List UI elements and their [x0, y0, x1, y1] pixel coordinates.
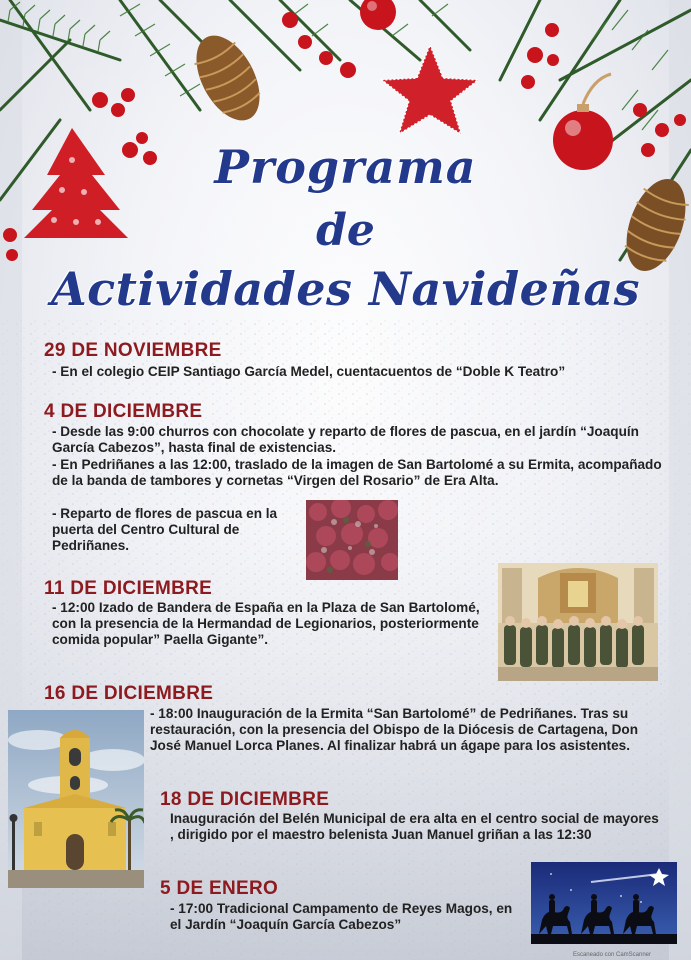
reyes-magos-image	[531, 862, 677, 944]
event-item: - 12:00 Izado de Bandera de España en la Plaza de San Bartolomé, con la presencia de la Hermandad de Legionarios, posteriormente comida popular” Paella Gigante”.	[52, 600, 480, 647]
date-heading: 16 DE DICIEMBRE	[44, 683, 214, 704]
scanner-credit: Escaneado con CamScanner	[572, 952, 651, 958]
date-heading: 11 DE DICIEMBRE	[44, 578, 213, 599]
red-star-ornament	[382, 45, 478, 134]
event-item: Inauguración del Belén Municipal de era alta en el centro social de mayores , dirigido por el maestro belenista Juan Manuel griñan a las 12:30	[170, 811, 659, 842]
date-heading: 5 DE ENERO	[160, 878, 279, 899]
title-actividades: Actividades Navideñas	[50, 262, 641, 316]
event-item: - Reparto de flores de pascua en la puerta del Centro Cultural de Pedriñanes.	[52, 506, 278, 553]
title-programa: Programa	[214, 140, 477, 194]
legionarios-photo	[498, 563, 658, 681]
event-item: - En Pedriñanes a las 12:00, traslado de la imagen de San Bartolomé a su Ermita, acompañado de la banda de tambores y cornetas “Virgen del Rosario” de Era Alta.	[52, 457, 662, 488]
event-item: - 18:00 Inauguración de la Ermita “San Bartolomé” de Pedriñanes. Tras su restauración, con la presencia del Obispo de la Diócesis de Cartagena, Don José Manuel Lorca Planes. Al finalizar habrá un ágape para los asistentes.	[150, 706, 639, 753]
poinsettia-photo	[306, 500, 398, 580]
event-item: - 17:00 Tradicional Campamento de Reyes Magos, en el Jardín “Joaquín García Cabezos”	[170, 901, 513, 932]
date-heading: 29 DE NOVIEMBRE	[44, 340, 222, 361]
event-item: - En el colegio CEIP Santiago García Medel, cuentacuentos de “Doble K Teatro”	[52, 364, 566, 379]
date-heading: 4 DE DICIEMBRE	[44, 401, 203, 422]
event-item: - Desde las 9:00 churros con chocolate y reparto de flores de pascua, en el jardín “Joaquín García Cabezos”, hasta final de existencias.	[52, 424, 639, 455]
date-heading: 18 DE DICIEMBRE	[160, 789, 330, 810]
title-de: de	[316, 205, 375, 256]
ermita-photo	[8, 710, 144, 888]
